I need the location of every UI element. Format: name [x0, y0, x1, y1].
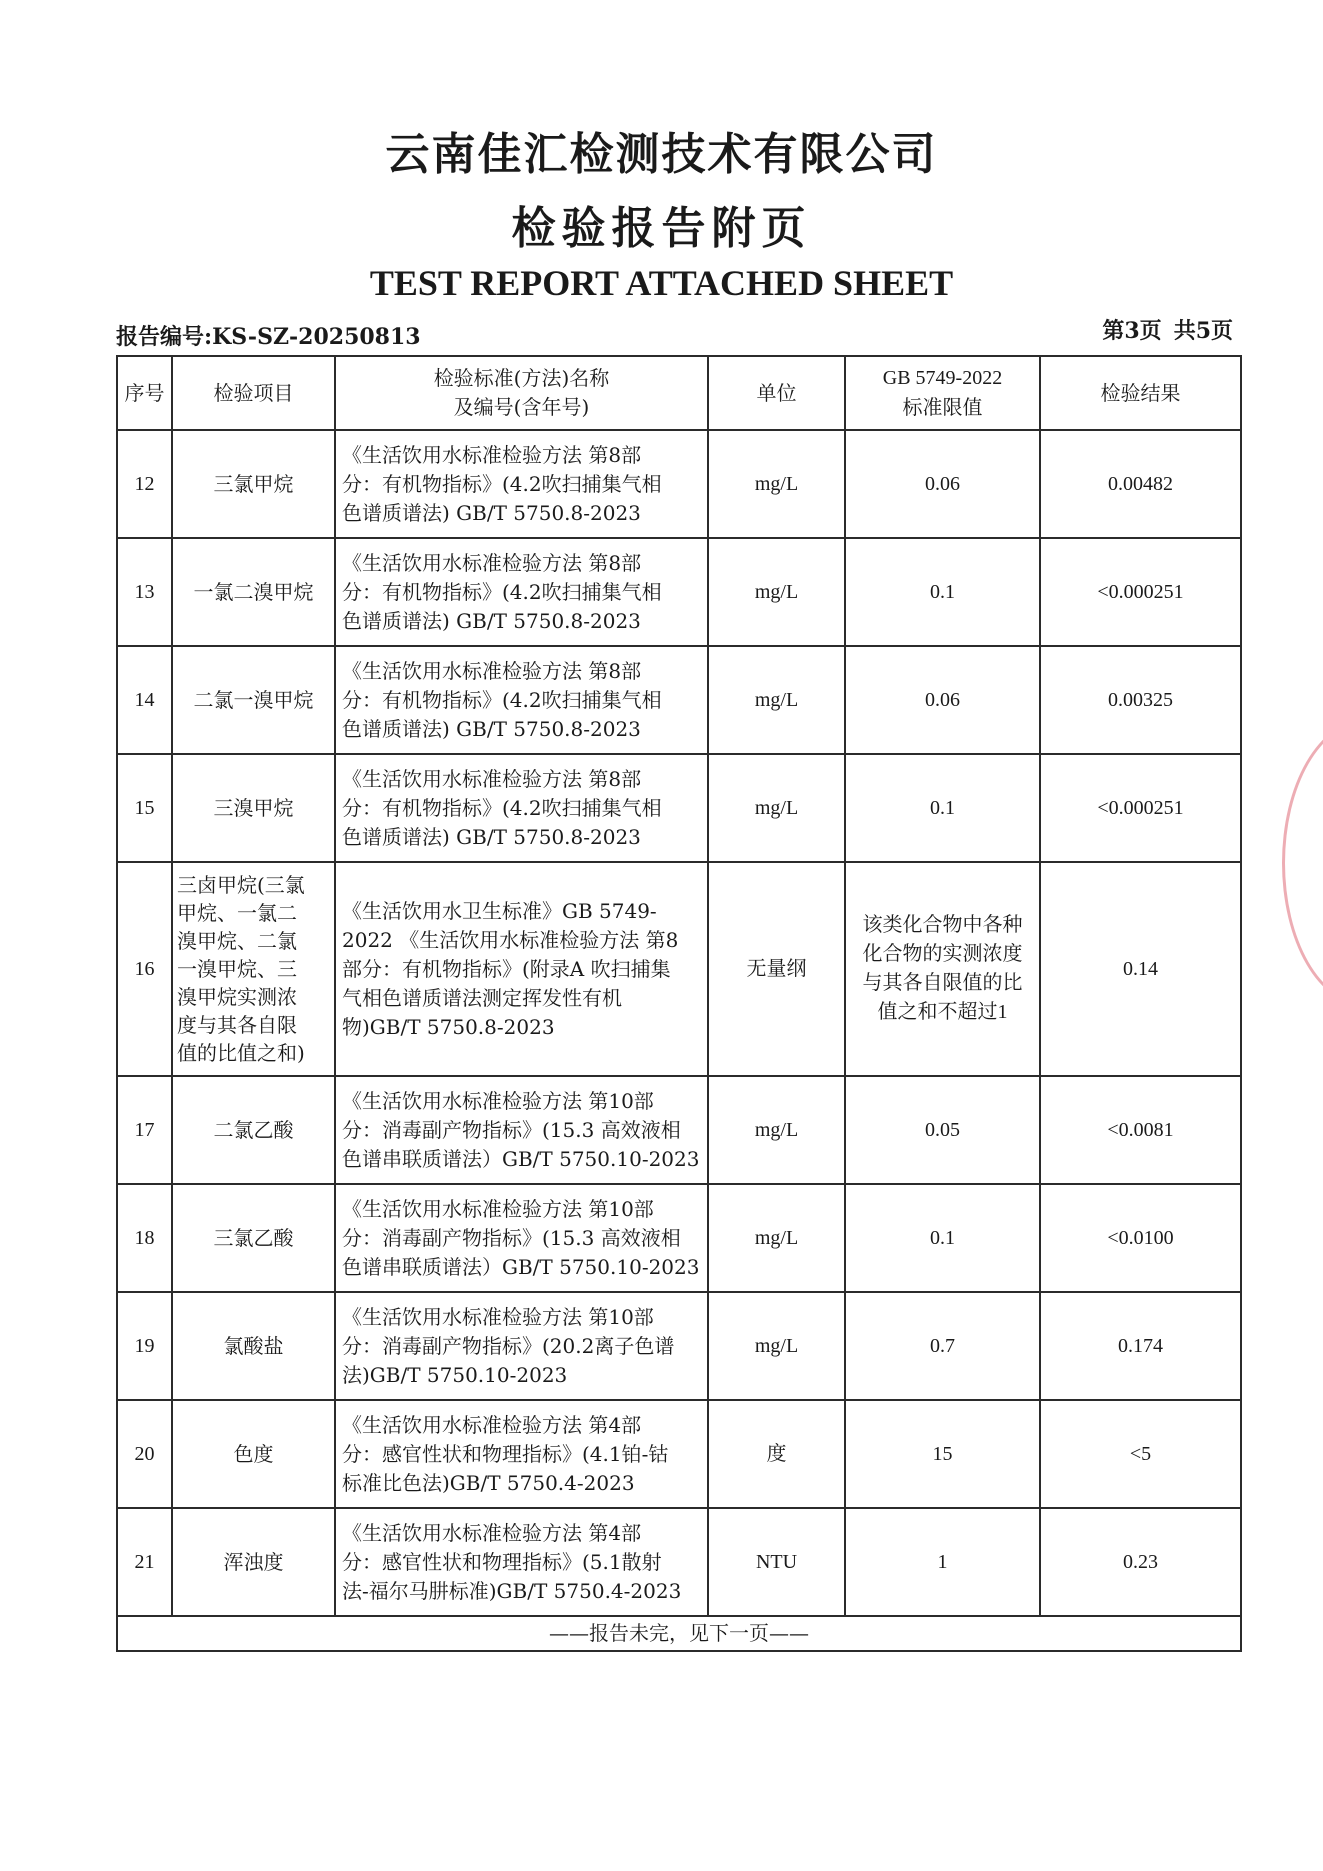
- cell-unit: mg/L: [708, 646, 845, 754]
- cell-result: 0.14: [1040, 862, 1241, 1076]
- cell-item-line: 三卤甲烷(三氯: [177, 873, 305, 897]
- cell-limit-line: 该类化合物中各种: [862, 914, 1023, 936]
- cell-method-line: 分：有机物指标》(4.2吹扫捕集气相: [342, 579, 662, 604]
- table-row: [117, 1076, 1241, 1184]
- cell-method: [335, 646, 708, 754]
- cell-limit: 0.06: [845, 646, 1040, 754]
- cell-method-line: 分：有机物指标》(4.2吹扫捕集气相: [342, 795, 662, 820]
- cell-method-line: 色谱串联质谱法）GB/T 5750.10-2023: [342, 1254, 700, 1279]
- cell-seq: 18: [117, 1184, 172, 1292]
- cell-result: 0.174: [1040, 1292, 1241, 1400]
- results-table: [116, 355, 1242, 1652]
- cell-item: 二氯一溴甲烷: [172, 646, 335, 754]
- cell-method-line: 《生活饮用水标准检验方法 第10部: [342, 1088, 654, 1113]
- cell-item-line: 一溴甲烷、三: [177, 957, 297, 981]
- cell-limit: 0.1: [845, 538, 1040, 646]
- cell-seq: 13: [117, 538, 172, 646]
- cell-result: <0.000251: [1040, 754, 1241, 862]
- cell-limit: 0.1: [845, 754, 1040, 862]
- cell-unit: 度: [708, 1400, 845, 1508]
- col-seq: 序号: [117, 356, 172, 430]
- cell-method-line: 色谱质谱法) GB/T 5750.8-2023: [342, 608, 641, 633]
- cell-method-line: 分：感官性状和物理指标》(4.1铂-钴: [342, 1441, 669, 1466]
- table-row: [117, 862, 1241, 1076]
- cell-limit-line: 与其各自限值的比: [862, 972, 1023, 994]
- cell-item-line: 度与其各自限: [177, 1013, 297, 1037]
- cell-method-line: 物)GB/T 5750.8-2023: [342, 1014, 555, 1039]
- cell-unit: mg/L: [708, 1292, 845, 1400]
- cell-method: [335, 1076, 708, 1184]
- cell-method-line: 《生活饮用水标准检验方法 第4部: [342, 1412, 642, 1437]
- cell-seq: 20: [117, 1400, 172, 1508]
- cell-seq: 15: [117, 754, 172, 862]
- col-method: 检验标准(方法)名称 及编号(含年号): [335, 356, 708, 430]
- cell-method-line: 气相色谱质谱法测定挥发性有机: [342, 985, 622, 1010]
- cell-item-line: 甲烷、一氯二: [177, 901, 297, 925]
- cell-limit: 1: [845, 1508, 1040, 1616]
- cell-method: [335, 754, 708, 862]
- cell-limit-line: 化合物的实测浓度: [862, 943, 1023, 965]
- cell-method-line: 《生活饮用水标准检验方法 第10部: [342, 1304, 654, 1329]
- cell-method-line: 色谱质谱法) GB/T 5750.8-2023: [342, 824, 641, 849]
- table-header-row: [117, 356, 1241, 430]
- col-item: 检验项目: [172, 356, 335, 430]
- col-result: 检验结果: [1040, 356, 1241, 430]
- cell-result: 0.00482: [1040, 430, 1241, 538]
- cell-method-line: 《生活饮用水标准检验方法 第8部: [342, 550, 642, 575]
- cell-method-line: 标准比色法)GB/T 5750.4-2023: [342, 1470, 635, 1495]
- cell-method-line: 分：消毒副产物指标》(20.2离子色谱: [342, 1333, 675, 1358]
- page-number: 第3页: [1102, 318, 1162, 344]
- cell-method: [335, 430, 708, 538]
- cell-item: 三氯甲烷: [172, 430, 335, 538]
- cell-method: [335, 538, 708, 646]
- table-row: [117, 430, 1241, 538]
- table-row: [117, 1184, 1241, 1292]
- cell-method-line: 《生活饮用水标准检验方法 第4部: [342, 1520, 642, 1545]
- cell-method: [335, 862, 708, 1076]
- cell-method-line: 部分：有机物指标》(附录A 吹扫捕集: [342, 956, 671, 981]
- cell-method: [335, 1508, 708, 1616]
- cell-seq: 17: [117, 1076, 172, 1184]
- cell-seq: 16: [117, 862, 172, 1076]
- cell-unit: mg/L: [708, 430, 845, 538]
- company-name: 云南佳汇检测技术有限公司: [385, 129, 938, 180]
- col-unit: 单位: [708, 356, 845, 430]
- cell-limit-line: 值之和不超过1: [877, 1001, 1008, 1023]
- cell-method: [335, 1184, 708, 1292]
- cell-method-line: 《生活饮用水标准检验方法 第8部: [342, 766, 642, 791]
- cell-result: <0.000251: [1040, 538, 1241, 646]
- continuation-note: ——报告未完，见下一页——: [117, 1616, 1241, 1651]
- table-footer-row: [117, 1616, 1241, 1651]
- cell-method-line: 《生活饮用水标准检验方法 第8部: [342, 442, 642, 467]
- cell-item: 三溴甲烷: [172, 754, 335, 862]
- cell-limit: 15: [845, 1400, 1040, 1508]
- table-row: [117, 1292, 1241, 1400]
- table-row: [117, 538, 1241, 646]
- cell-method-line: 色谱串联质谱法）GB/T 5750.10-2023: [342, 1146, 700, 1171]
- cell-item-line: 溴甲烷实测浓: [177, 985, 297, 1009]
- cell-item-line: 值的比值之和): [177, 1041, 305, 1065]
- cell-unit: mg/L: [708, 754, 845, 862]
- cell-method-line: 《生活饮用水卫生标准》GB 5749-: [342, 898, 657, 923]
- report-title-cn: 检验报告附页: [511, 203, 812, 254]
- cell-result: 0.23: [1040, 1508, 1241, 1616]
- cell-unit: mg/L: [708, 538, 845, 646]
- cell-limit: 0.06: [845, 430, 1040, 538]
- cell-method-line: 法)GB/T 5750.10-2023: [342, 1362, 568, 1387]
- table-row: [117, 1508, 1241, 1616]
- page-indicator: [1090, 314, 1233, 345]
- report-number: 报告编号:KS-SZ-20250813: [116, 324, 421, 350]
- cell-item: 一氯二溴甲烷: [172, 538, 335, 646]
- cell-unit: NTU: [708, 1508, 845, 1616]
- cell-limit: 0.05: [845, 1076, 1040, 1184]
- cell-result: <5: [1040, 1400, 1241, 1508]
- cell-method: [335, 1400, 708, 1508]
- cell-method-line: 《生活饮用水标准检验方法 第8部: [342, 658, 642, 683]
- cell-result: <0.0100: [1040, 1184, 1241, 1292]
- cell-unit: mg/L: [708, 1076, 845, 1184]
- cell-method-line: 分：有机物指标》(4.2吹扫捕集气相: [342, 471, 662, 496]
- col-limit: GB 5749-2022 标准限值: [845, 356, 1040, 430]
- cell-seq: 19: [117, 1292, 172, 1400]
- cell-method-line: 分：有机物指标》(4.2吹扫捕集气相: [342, 687, 662, 712]
- cell-item-line: 溴甲烷、二氯: [177, 929, 297, 953]
- cell-limit: 0.1: [845, 1184, 1040, 1292]
- cell-seq: 12: [117, 430, 172, 538]
- cell-item: 二氯乙酸: [172, 1076, 335, 1184]
- cell-method-line: 分：消毒副产物指标》(15.3 高效液相: [342, 1117, 681, 1142]
- cell-seq: 21: [117, 1508, 172, 1616]
- report-title-en: TEST REPORT ATTACHED SHEET: [369, 263, 954, 303]
- cell-method-line: 色谱质谱法) GB/T 5750.8-2023: [342, 500, 641, 525]
- cell-result: 0.00325: [1040, 646, 1241, 754]
- seal-stamp: [1282, 720, 1323, 1006]
- table-row: [117, 754, 1241, 862]
- cell-method-line: 2022 《生活饮用水标准检验方法 第8: [342, 927, 679, 952]
- page-total: 共5页: [1173, 318, 1233, 344]
- cell-method-line: 分：消毒副产物指标》(15.3 高效液相: [342, 1225, 681, 1250]
- table-row: [117, 1400, 1241, 1508]
- cell-item: 三氯乙酸: [172, 1184, 335, 1292]
- cell-result: <0.0081: [1040, 1076, 1241, 1184]
- cell-method-line: 色谱质谱法) GB/T 5750.8-2023: [342, 716, 641, 741]
- cell-limit: [845, 862, 1040, 1076]
- cell-method-line: 法-福尔马肼标准)GB/T 5750.4-2023: [342, 1578, 682, 1603]
- cell-item: 色度: [172, 1400, 335, 1508]
- cell-unit: mg/L: [708, 1184, 845, 1292]
- cell-item: [172, 862, 335, 1076]
- cell-limit: 0.7: [845, 1292, 1040, 1400]
- cell-item: 氯酸盐: [172, 1292, 335, 1400]
- cell-method-line: 《生活饮用水标准检验方法 第10部: [342, 1196, 654, 1221]
- cell-unit: 无量纲: [708, 862, 845, 1076]
- cell-seq: 14: [117, 646, 172, 754]
- cell-method-line: 分：感官性状和物理指标》(5.1散射: [342, 1549, 662, 1574]
- cell-method: [335, 1292, 708, 1400]
- table-row: [117, 646, 1241, 754]
- cell-item: 浑浊度: [172, 1508, 335, 1616]
